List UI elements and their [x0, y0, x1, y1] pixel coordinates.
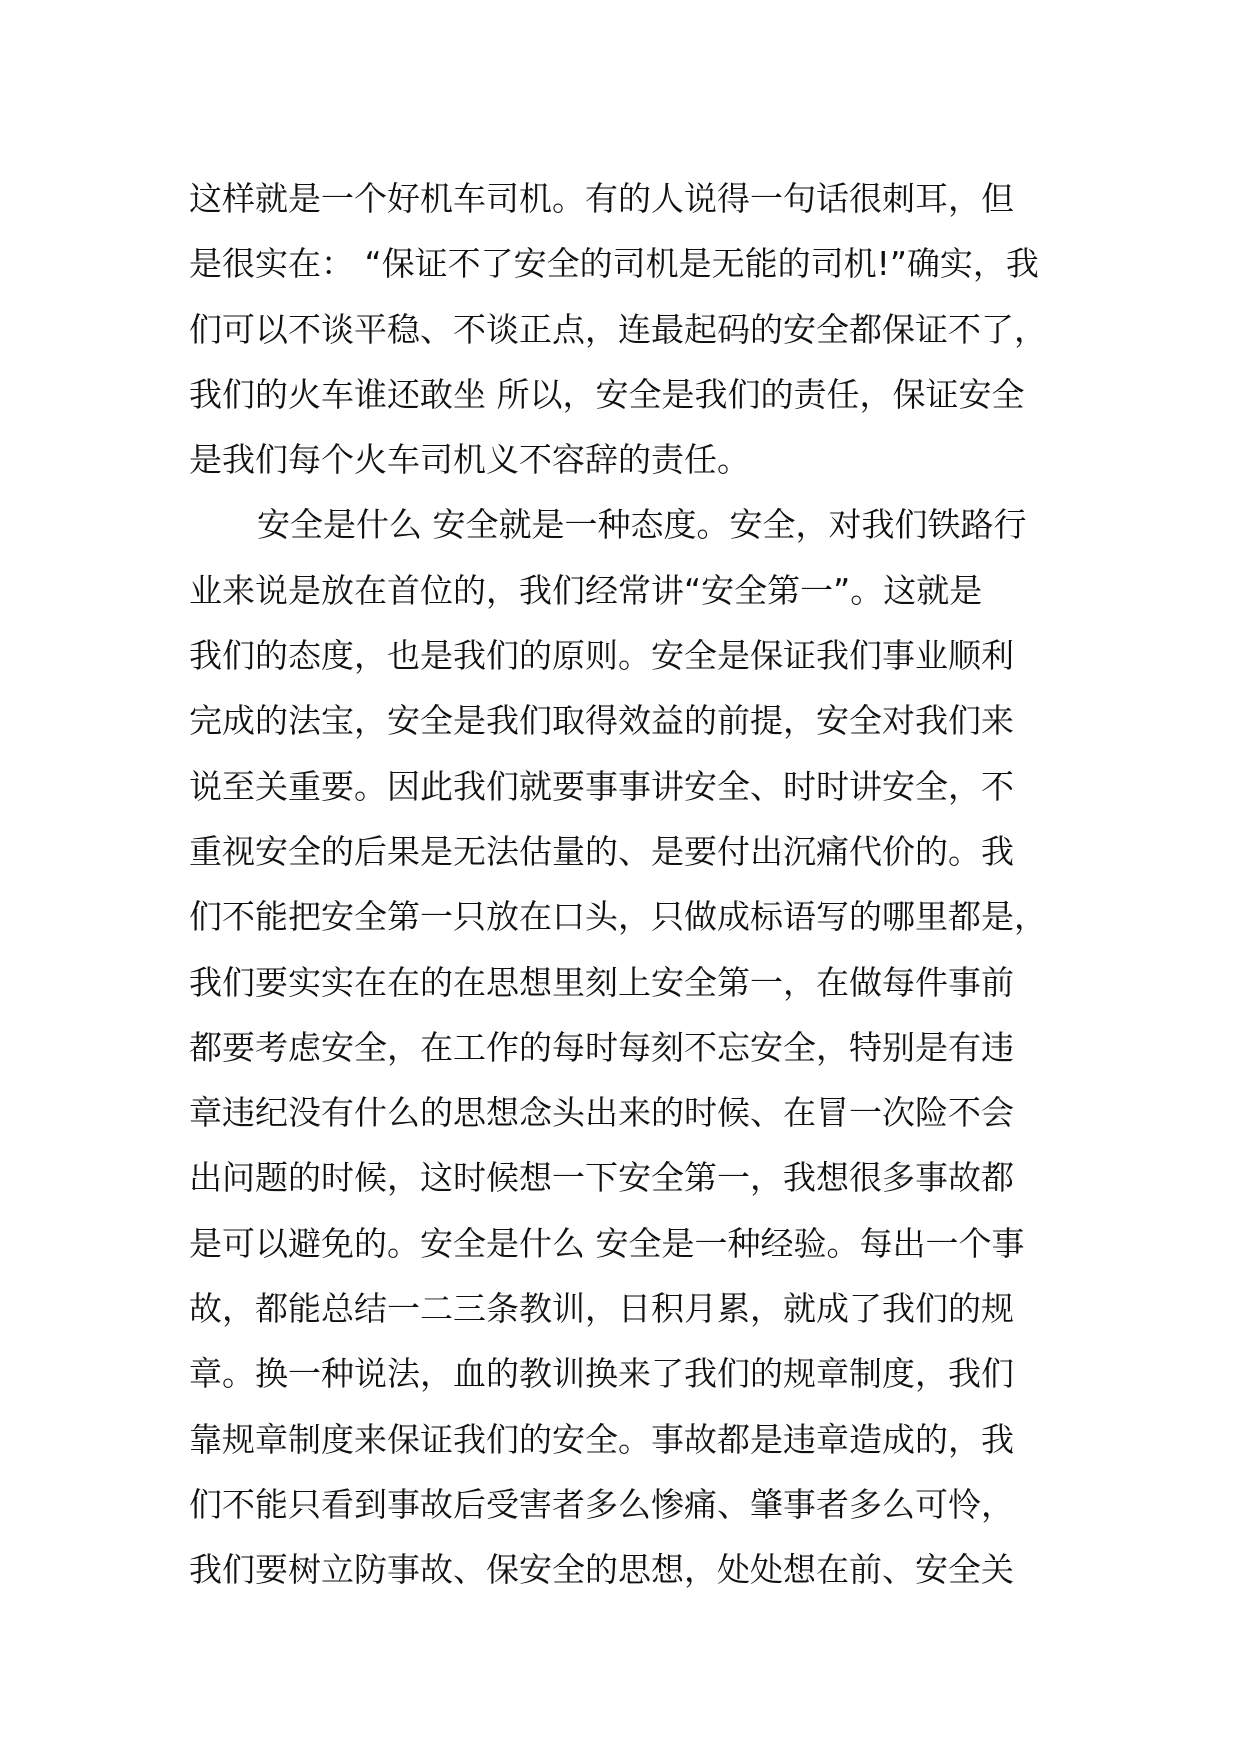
text-line: 出问题的时候，这时候想一下安全第一，我想很多事故都	[189, 1158, 1014, 1198]
text-line: 完成的法宝，安全是我们取得效益的前提，安全对我们来	[189, 701, 1014, 741]
text-line: 靠规章制度来保证我们的安全。事故都是违章造成的，我	[189, 1419, 1014, 1459]
text-line: 说至关重要。因此我们就要事事讲安全、时时讲安全，不	[189, 766, 1014, 806]
paragraph-first-line: 安全是什么 安全就是一种态度。安全，对我们铁路行	[257, 505, 1027, 545]
text-line: 都要考虑安全，在工作的每时每刻不忘安全，特别是有违	[189, 1027, 1014, 1067]
text-line: 们不能只看到事故后受害者多么惨痛、肇事者多么可怜，	[189, 1484, 1014, 1524]
text-line: 章。换一种说法，血的教训换来了我们的规章制度，我们	[189, 1354, 1014, 1394]
text-line: 业来说是放在首位的，我们经常讲“安全第一”。这就是	[189, 570, 983, 610]
text-line: 我们的态度，也是我们的原则。安全是保证我们事业顺利	[189, 636, 1014, 676]
body-text	[189, 166, 1069, 1603]
text-line: 是我们每个火车司机义不容辞的责任。	[189, 440, 750, 480]
text-line: 们可以不谈平稳、不谈正点，连最起码的安全都保证不了，	[189, 309, 1047, 349]
text-line: 我们的火车谁还敢坐 所以，安全是我们的责任，保证安全	[189, 374, 1025, 414]
text-line: 章违纪没有什么的思想念头出来的时候、在冒一次险不会	[189, 1093, 1014, 1133]
text-line: 故，都能总结一二三条教训，日积月累，就成了我们的规	[189, 1289, 1014, 1329]
text-line: 我们要树立防事故、保安全的思想，处处想在前、安全关	[189, 1550, 1014, 1590]
text-line: 我们要实实在在的在思想里刻上安全第一，在做每件事前	[189, 962, 1014, 1002]
text-line: 重视安全的后果是无法估量的、是要付出沉痛代价的。我	[189, 831, 1014, 871]
text-line: 是可以避免的。安全是什么 安全是一种经验。每出一个事	[189, 1223, 1025, 1263]
text-line: 这样就是一个好机车司机。有的人说得一句话很刺耳，但	[189, 179, 1014, 218]
text-line: 是很实在： “保证不了安全的司机是无能的司机!”确实，我	[189, 244, 1039, 284]
text-line: 们不能把安全第一只放在口头，只做成标语写的哪里都是，	[189, 897, 1047, 937]
